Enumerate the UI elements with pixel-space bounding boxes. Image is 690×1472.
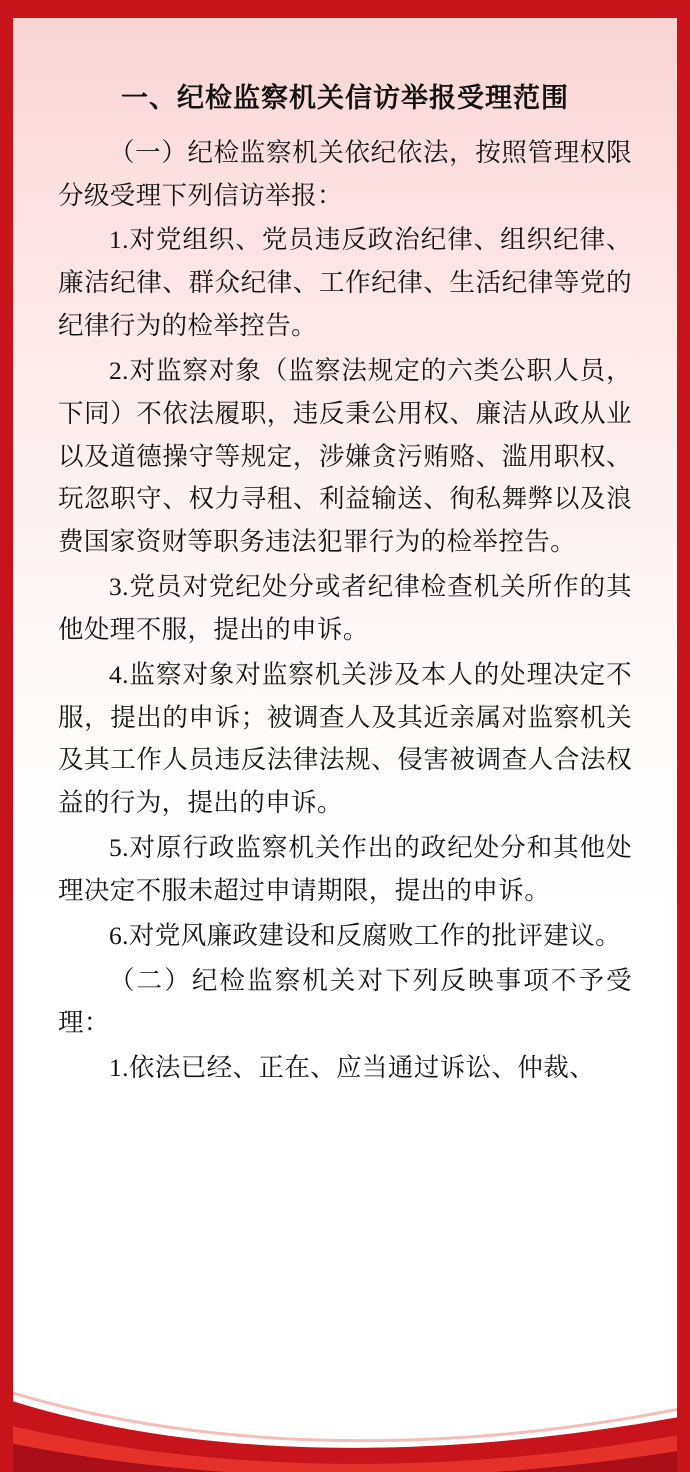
page-title: 一、纪检监察机关信访举报受理范围 <box>121 83 569 113</box>
paragraph-8: （二）纪检监察机关对下列反映事项不予受理： <box>58 965 632 1038</box>
paragraph-7: 6.对党风廉政建设和反腐败工作的批评建议。 <box>109 920 622 950</box>
paragraph-9: 1.依法已经、正在、应当通过诉讼、仲裁、 <box>109 1053 596 1083</box>
right-red-edge <box>677 0 690 1472</box>
left-red-edge <box>0 0 13 1472</box>
paragraph-4: 3.党员对党纪处分或者纪律检查机关所作的其他处理不服，提出的申诉。 <box>58 572 632 644</box>
paragraph-6: 5.对原行政监察机关作出的政纪处分和其他处理决定不服未超过申请期限，提出的申诉。 <box>58 833 632 905</box>
paragraph-3: 2.对监察对象（监察法规定的六类公职人员，下同）不依法履职，违反秉公用权、廉洁从政从业以及道德操守等规定，涉嫌贪污贿赂、滥用职权、玩忽职守、权力寻租、利益输送、徇私舞弊以及浪费国家资财等职务违法犯罪行为的检举控告。 <box>58 355 632 557</box>
document-body <box>13 0 677 1472</box>
ribbon-graphic <box>0 1337 690 1472</box>
paragraph-2: 1.对党组织、党员违反政治纪律、组织纪律、廉洁纪律、群众纪律、工作纪律、生活纪律等党的纪律行为的检举控告。 <box>58 225 632 341</box>
bottom-decoration <box>0 1337 690 1472</box>
paragraph-1: （一）纪检监察机关依纪依法，按照管理权限分级受理下列信访举报： <box>58 137 632 210</box>
paragraph-5: 4.监察对象对监察机关涉及本人的处理决定不服，提出的申诉；被调查人及其近亲属对监察机关及其工作人员违反法律法规、侵害被调查人合法权益的行为，提出的申诉。 <box>58 659 632 818</box>
top-red-band <box>0 0 690 18</box>
